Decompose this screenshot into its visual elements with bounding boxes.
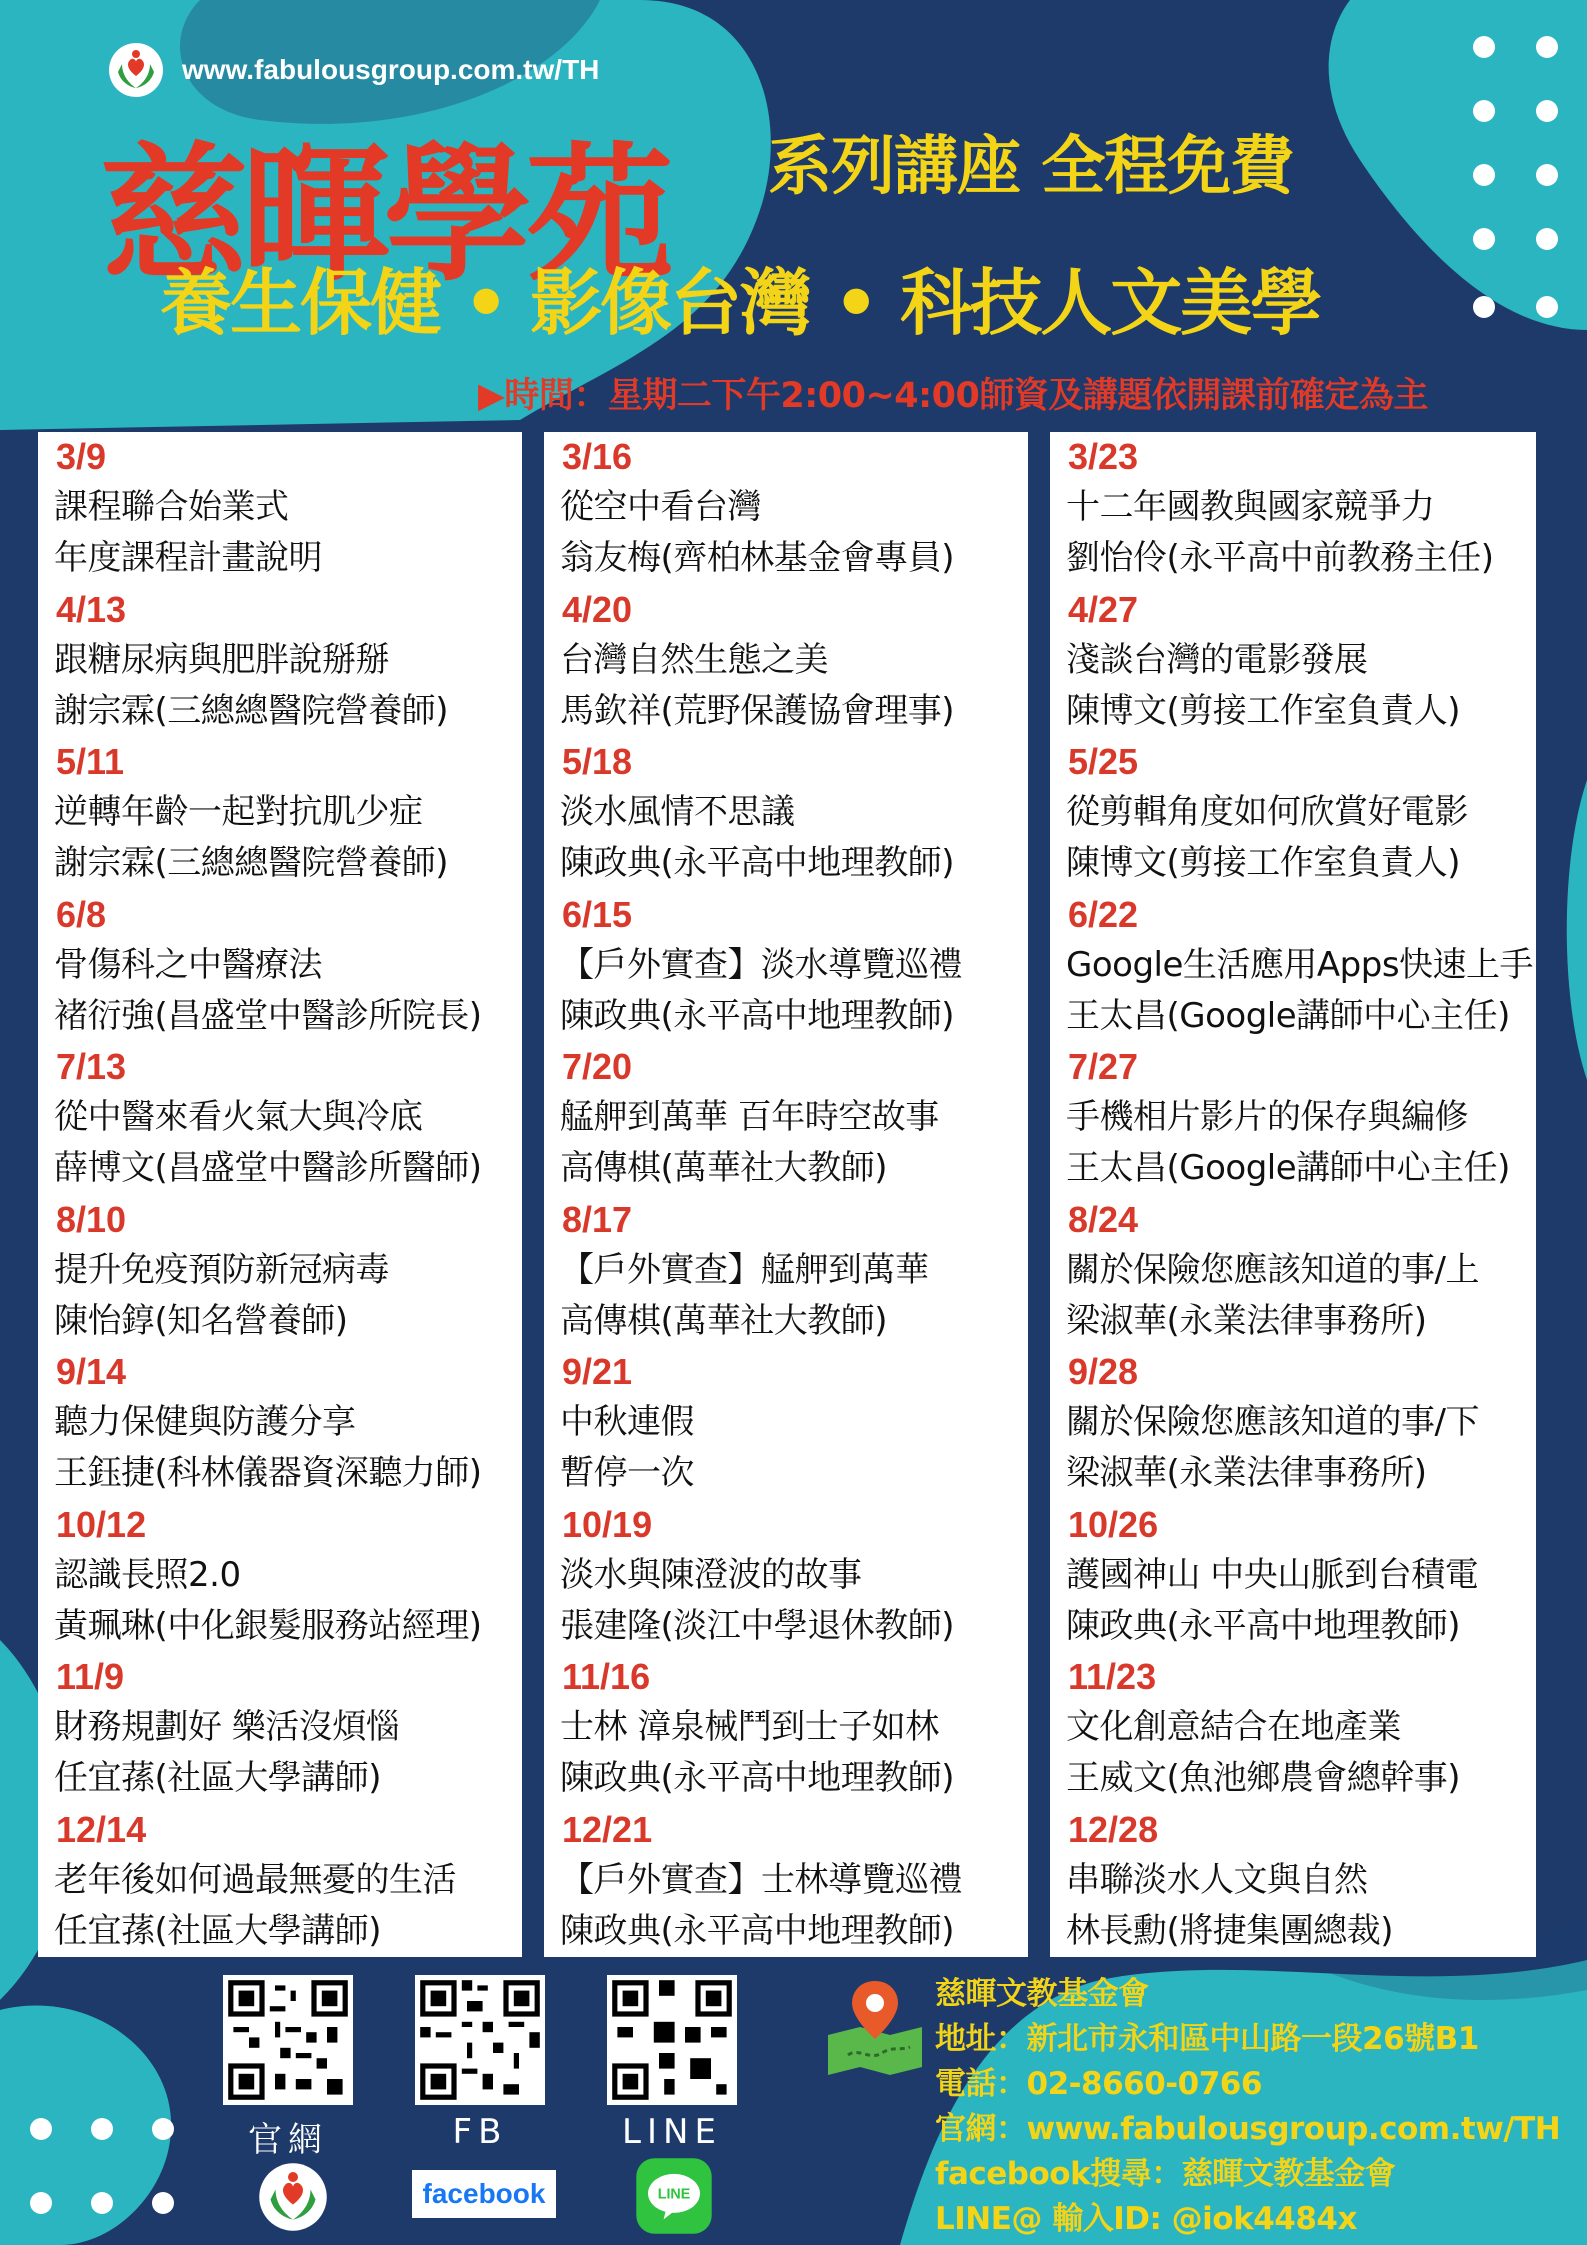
schedule-entry: [38, 1347, 522, 1500]
entry-speaker: 薛博文(昌盛堂中醫診所醫師): [54, 1148, 482, 1188]
decorative-dot: [1536, 164, 1558, 186]
decorative-dot: [152, 2118, 174, 2140]
entry-topic: 【戶外實查】士林導覽巡禮: [560, 1859, 962, 1900]
schedule-entry: [38, 1652, 522, 1805]
entry-date: 5/11: [56, 741, 125, 782]
entry-date: 4/27: [1068, 588, 1139, 630]
decorative-dot: [152, 2192, 174, 2214]
entry-speaker: 陳政典(永平高中地理教師): [560, 843, 955, 883]
website-link[interactable]: 官網：www.fabulousgroup.com.tw/TH: [935, 2111, 1561, 2147]
entry-date: 9/21: [562, 1351, 633, 1392]
website-qr-label: 官網: [248, 2120, 328, 2160]
facebook-logo[interactable]: facebook: [412, 2170, 556, 2218]
entry-speaker: 梁淑華(永業法律事務所): [1066, 1453, 1427, 1493]
schedule-entry: [38, 432, 522, 585]
entry-speaker: 褚衍強(昌盛堂中醫診所院長): [54, 995, 482, 1036]
entry-date: 9/14: [56, 1351, 127, 1392]
decorative-dot: [1473, 296, 1495, 318]
entry-topic: 骨傷科之中醫療法: [54, 944, 322, 985]
line-id: LINE@ 輸入ID: @iok4484x: [935, 2201, 1357, 2237]
schedule-entry: [38, 1195, 522, 1348]
entry-date: 3/9: [56, 436, 107, 477]
schedule-entry: [38, 890, 522, 1043]
entry-speaker: 暫停一次: [560, 1453, 694, 1493]
entry-topic: 【戶外實查】艋舺到萬華: [560, 1249, 929, 1290]
entry-topic: 台灣自然生態之美: [560, 639, 828, 680]
line-qr-code[interactable]: [607, 1975, 737, 2105]
entry-topic: 中秋連假: [560, 1402, 694, 1442]
entry-date: 4/20: [562, 588, 633, 630]
decorative-dot: [1536, 228, 1558, 250]
schedule-entry: [1050, 585, 1536, 738]
schedule-entry: [1050, 1042, 1536, 1195]
entry-speaker: 謝宗霖(三總總醫院營養師): [54, 843, 449, 883]
entry-date: 9/28: [1068, 1351, 1139, 1392]
schedule-entry: [544, 585, 1028, 738]
header-url-line: [108, 42, 599, 98]
schedule-entry: [544, 737, 1028, 890]
entry-date: 7/27: [1068, 1046, 1139, 1087]
entry-speaker: 高傳棋(萬華社大教師): [560, 1148, 888, 1188]
entry-speaker: 任宜蓀(社區大學講師): [54, 1758, 382, 1798]
entry-speaker: 翁友梅(齊柏林基金會專員): [560, 538, 955, 578]
entry-topic: 手機相片影片的保存與編修: [1066, 1097, 1468, 1137]
schedule-entry: [1050, 1347, 1536, 1500]
entry-speaker: 謝宗霖(三總總醫院營養師): [54, 690, 449, 731]
entry-date: 3/16: [562, 436, 633, 477]
entry-speaker: 梁淑華(永業法律事務所): [1066, 1300, 1427, 1341]
entry-speaker: 張建隆(淡江中學退休教師): [560, 1605, 955, 1646]
decorative-dot: [1473, 36, 1495, 58]
entry-date: 6/8: [56, 893, 107, 935]
contact-info: [935, 1972, 1560, 2242]
entry-speaker: 陳怡錞(知名營養師): [54, 1300, 348, 1341]
entry-topic: 淡水與陳澄波的故事: [560, 1554, 862, 1595]
entry-topic: 老年後如何過最無憂的生活: [54, 1859, 456, 1900]
entry-topic: 提升免疫預防新冠病毒: [54, 1249, 389, 1290]
schedule-entry: [38, 1500, 522, 1653]
schedule-entry: [544, 1500, 1028, 1653]
entry-date: 4/13: [56, 588, 127, 630]
schedule-entry: [38, 737, 522, 890]
schedule-entry: [1050, 1500, 1536, 1653]
entry-topic: 逆轉年齡一起對抗肌少症: [54, 792, 423, 832]
entry-date: 10/12: [56, 1503, 147, 1545]
entry-topic: 【戶外實查】淡水導覽巡禮: [560, 944, 962, 985]
entry-topic: 護國神山 中央山脈到台積電: [1066, 1554, 1479, 1595]
facebook-qr-label: FB: [452, 2112, 508, 2152]
decorative-dot: [91, 2118, 113, 2140]
foundation-logo-icon: [258, 2162, 328, 2232]
schedule-entry: [1050, 1805, 1536, 1958]
entry-topic: 艋舺到萬華 百年時空故事: [560, 1097, 939, 1137]
decorative-dot: [1536, 100, 1558, 122]
org-name: 慈暉文教基金會: [935, 1976, 1149, 2012]
schedule-entry: [544, 1347, 1028, 1500]
decorative-dot: [1473, 100, 1495, 122]
phone[interactable]: 電話：02-8660-0766: [935, 2066, 1262, 2102]
entry-speaker: 王鈺捷(科林儀器資深聽力師): [54, 1453, 482, 1493]
entry-topic: Google生活應用Apps快速上手: [1066, 944, 1534, 985]
entry-speaker: 陳政典(永平高中地理教師): [560, 1910, 955, 1951]
entry-date: 8/24: [1068, 1198, 1139, 1240]
schedule-entry: [1050, 1652, 1536, 1805]
decorative-dot: [91, 2192, 113, 2214]
entry-date: 12/21: [562, 1808, 653, 1850]
entry-date: 11/9: [56, 1656, 125, 1697]
address: 地址：新北市永和區中山路一段26號B1: [935, 2021, 1479, 2057]
foundation-logo-icon: [108, 42, 164, 98]
line-qr-label: LINE: [622, 2112, 722, 2152]
entry-topic: 從剪輯角度如何欣賞好電影: [1066, 792, 1468, 832]
entry-topic: 從空中看台灣: [560, 487, 761, 527]
entry-topic: 課程聯合始業式: [54, 487, 289, 527]
schedule-entry: [1050, 890, 1536, 1043]
schedule-entry: [1050, 1195, 1536, 1348]
poster-title: 慈暉學苑: [100, 127, 668, 301]
line-logo-text: LINE: [657, 2186, 691, 2203]
subtitle-topics: 養生保健 • 影像台灣 • 科技人文美學: [160, 261, 1321, 345]
entry-date: 6/15: [562, 893, 633, 935]
schedule-entry: [544, 1042, 1028, 1195]
entry-speaker: 王太昌(Google講師中心主任): [1066, 1148, 1510, 1188]
entry-speaker: 陳政典(永平高中地理教師): [560, 995, 955, 1036]
entry-date: 3/23: [1068, 436, 1139, 477]
facebook-search: facebook搜尋：慈暉文教基金會: [935, 2156, 1396, 2192]
line-logo-icon[interactable]: [635, 2157, 713, 2235]
entry-topic: 跟糖尿病與肥胖說掰掰: [54, 639, 389, 680]
entry-topic: 從中醫來看火氣大與冷底: [54, 1097, 423, 1137]
entry-topic: 財務規劃好 樂活沒煩惱: [54, 1707, 400, 1747]
header-url[interactable]: www.fabulousgroup.com.tw/TH: [182, 54, 600, 85]
entry-speaker: 年度課程計畫說明: [54, 538, 322, 578]
schedule-entry: [38, 585, 522, 738]
entry-topic: 淡水風情不思議: [560, 792, 795, 832]
entry-date: 10/26: [1068, 1503, 1159, 1545]
entry-topic: 串聯淡水人文與自然: [1066, 1859, 1368, 1900]
entry-topic: 關於保險您應該知道的事/上: [1066, 1249, 1479, 1290]
schedule-entry: [544, 432, 1028, 585]
decorative-dot: [1473, 164, 1495, 186]
entry-date: 12/28: [1068, 1808, 1159, 1850]
entry-speaker: 王太昌(Google講師中心主任): [1066, 995, 1510, 1036]
schedule-column-3: [1050, 432, 1536, 1957]
entry-date: 5/25: [1068, 741, 1139, 782]
entry-date: 7/20: [562, 1046, 633, 1087]
entry-speaker: 陳政典(永平高中地理教師): [560, 1758, 955, 1798]
entry-speaker: 陳博文(剪接工作室負責人): [1066, 690, 1461, 731]
subtitle-free-lectures: 系列講座 全程免費: [768, 130, 1294, 204]
schedule-entry: [544, 1195, 1028, 1348]
schedule-entry: [544, 1652, 1028, 1805]
entry-topic: 士林 漳泉械鬥到士子如林: [560, 1707, 939, 1747]
entry-speaker: 劉怡伶(永平高中前教務主任): [1066, 538, 1494, 578]
schedule-entry: [1050, 432, 1536, 585]
entry-topic: 認識長照2.0: [54, 1554, 241, 1595]
entry-topic: 聽力保健與防護分享: [54, 1402, 356, 1442]
decorative-dot: [30, 2118, 52, 2140]
entry-speaker: 馬欽祥(荒野保護協會理事): [560, 690, 955, 731]
entry-speaker: 陳政典(永平高中地理教師): [1066, 1605, 1461, 1646]
entry-topic: 十二年國教與國家競爭力: [1066, 487, 1435, 527]
entry-date: 8/10: [56, 1198, 127, 1240]
entry-date: 11/23: [1068, 1656, 1157, 1697]
map-pin-icon: [820, 1975, 930, 2075]
decorative-dot: [1536, 36, 1558, 58]
schedule-entry: [1050, 737, 1536, 890]
schedule-entry: [38, 1805, 522, 1958]
entry-date: 8/17: [562, 1198, 633, 1240]
schedule-entry: [544, 890, 1028, 1043]
entry-speaker: 陳博文(剪接工作室負責人): [1066, 843, 1461, 883]
entry-speaker: 任宜蓀(社區大學講師): [54, 1910, 382, 1951]
entry-topic: 關於保險您應該知道的事/下: [1066, 1402, 1479, 1442]
schedule-column-1: [38, 432, 522, 1957]
entry-speaker: 林長勳(將捷集團總裁): [1066, 1910, 1394, 1951]
entry-date: 10/19: [562, 1503, 653, 1545]
schedule-column-2: [544, 432, 1028, 1957]
entry-date: 12/14: [56, 1808, 147, 1850]
entry-date: 6/22: [1068, 893, 1139, 935]
decorative-dot: [1473, 228, 1495, 250]
time-note: ▶時間：星期二下午2:00~4:00師資及講題依開課前確定為主: [478, 376, 1428, 416]
entry-topic: 文化創意結合在地產業: [1066, 1707, 1401, 1747]
facebook-qr-code[interactable]: [415, 1975, 545, 2105]
entry-date: 7/13: [56, 1046, 127, 1087]
decorative-dot: [1536, 296, 1558, 318]
entry-date: 11/16: [562, 1656, 651, 1697]
website-qr-code[interactable]: [223, 1975, 353, 2105]
entry-speaker: 王威文(魚池鄉農會總幹事): [1066, 1758, 1461, 1798]
entry-speaker: 黃珮琳(中化銀髮服務站經理): [54, 1605, 482, 1646]
schedule-entry: [544, 1805, 1028, 1958]
decorative-dot: [30, 2192, 52, 2214]
entry-topic: 淺談台灣的電影發展: [1066, 639, 1368, 680]
schedule-entry: [38, 1042, 522, 1195]
entry-speaker: 高傳棋(萬華社大教師): [560, 1300, 888, 1341]
entry-date: 5/18: [562, 741, 633, 782]
